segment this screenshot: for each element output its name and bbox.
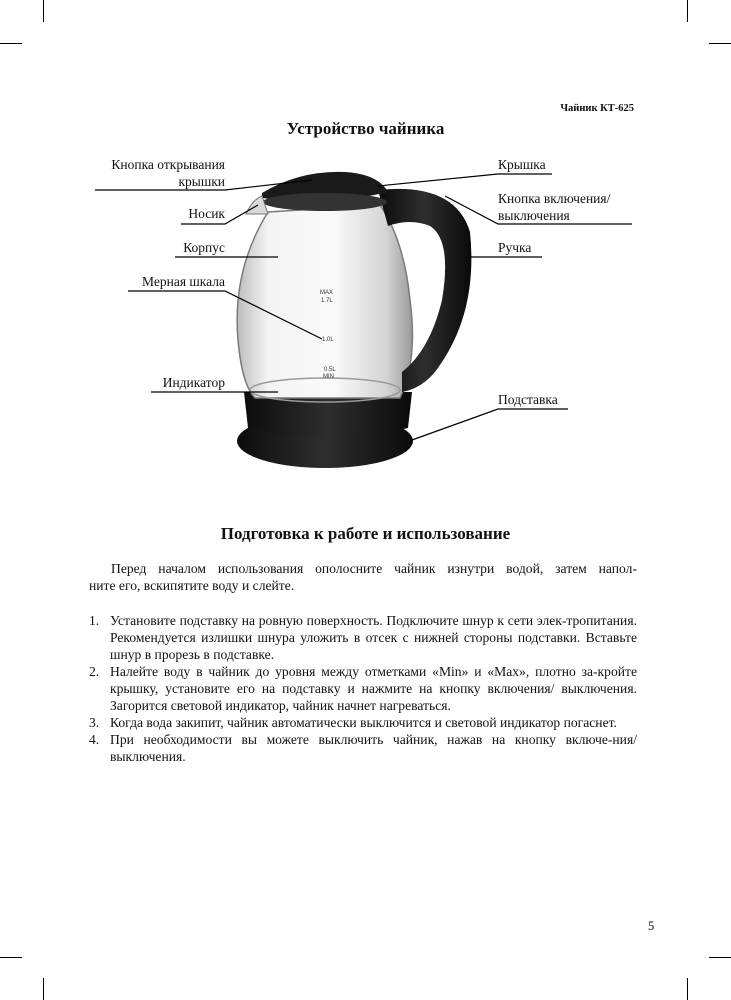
model-header: Чайник КТ-625 <box>560 103 634 114</box>
step-text: Установите подставку на ровную поверхность. Подключите шнур к сети элек-тропитания. Рекомендуется излишки шнура уложить в отсек с нижней стороны подставки. Вставьте шнур в прорезь в подставке. <box>110 613 637 662</box>
scale-mid: 1.0L <box>322 337 334 343</box>
step-text: При необходимости вы можете выключить чайник, нажав на кнопку включе-ния/выключения. <box>110 732 637 764</box>
instruction-steps <box>89 612 637 765</box>
step-number: 4. <box>89 732 100 747</box>
section-title-device: Устройство чайника <box>286 119 445 138</box>
list-item <box>89 612 637 663</box>
list-item <box>89 663 637 714</box>
crop-mark <box>0 957 22 958</box>
crop-mark <box>43 978 44 1000</box>
crop-mark <box>687 978 688 1000</box>
list-item <box>89 714 637 731</box>
intro-line-1: Перед началом использования ополосните чайник изнутри водой, затем напол- <box>111 561 637 576</box>
section-title-usage: Подготовка к работе и использование <box>220 524 511 543</box>
label-lid: Крышка <box>498 157 546 172</box>
scale-min-vol: 0.5L <box>324 367 336 373</box>
page-number: 5 <box>648 919 655 933</box>
intro-paragraph <box>89 560 637 594</box>
leader-lid <box>378 174 552 186</box>
leader-base <box>412 409 568 440</box>
step-number: 1. <box>89 613 100 628</box>
scale-max-vol: 1.7L <box>321 298 333 304</box>
step-text: Налейте воду в чайник до уровня между отметками «Min» и «Max», плотно за-кройте крышку, установите его на подставку и нажмите на кнопку включения/ выключения. Загорится световой индикатор, чайник начнет нагреваться. <box>110 664 637 713</box>
step-number: 3. <box>89 715 100 730</box>
label-indicator: Индикатор <box>162 375 225 390</box>
label-lid-button: Кнопка открывания крышки <box>111 157 225 189</box>
label-base: Подставка <box>498 392 558 407</box>
label-body: Корпус <box>183 240 225 255</box>
step-number: 2. <box>89 664 100 679</box>
list-item <box>89 731 637 765</box>
crop-mark <box>709 957 731 958</box>
scale-max: MAX <box>320 290 334 296</box>
scale-min: MIN <box>323 374 334 380</box>
label-scale: Мерная шкала <box>142 274 225 289</box>
intro-line-2: ните его, вскипятите воду и слейте. <box>89 578 295 593</box>
step-text: Когда вода закипит, чайник автоматически выключится и световой индикатор погаснет. <box>110 715 617 730</box>
label-handle: Ручка <box>498 240 532 255</box>
label-spout: Носик <box>188 206 225 221</box>
label-power-button: Кнопка включения/ выключения <box>498 191 611 223</box>
